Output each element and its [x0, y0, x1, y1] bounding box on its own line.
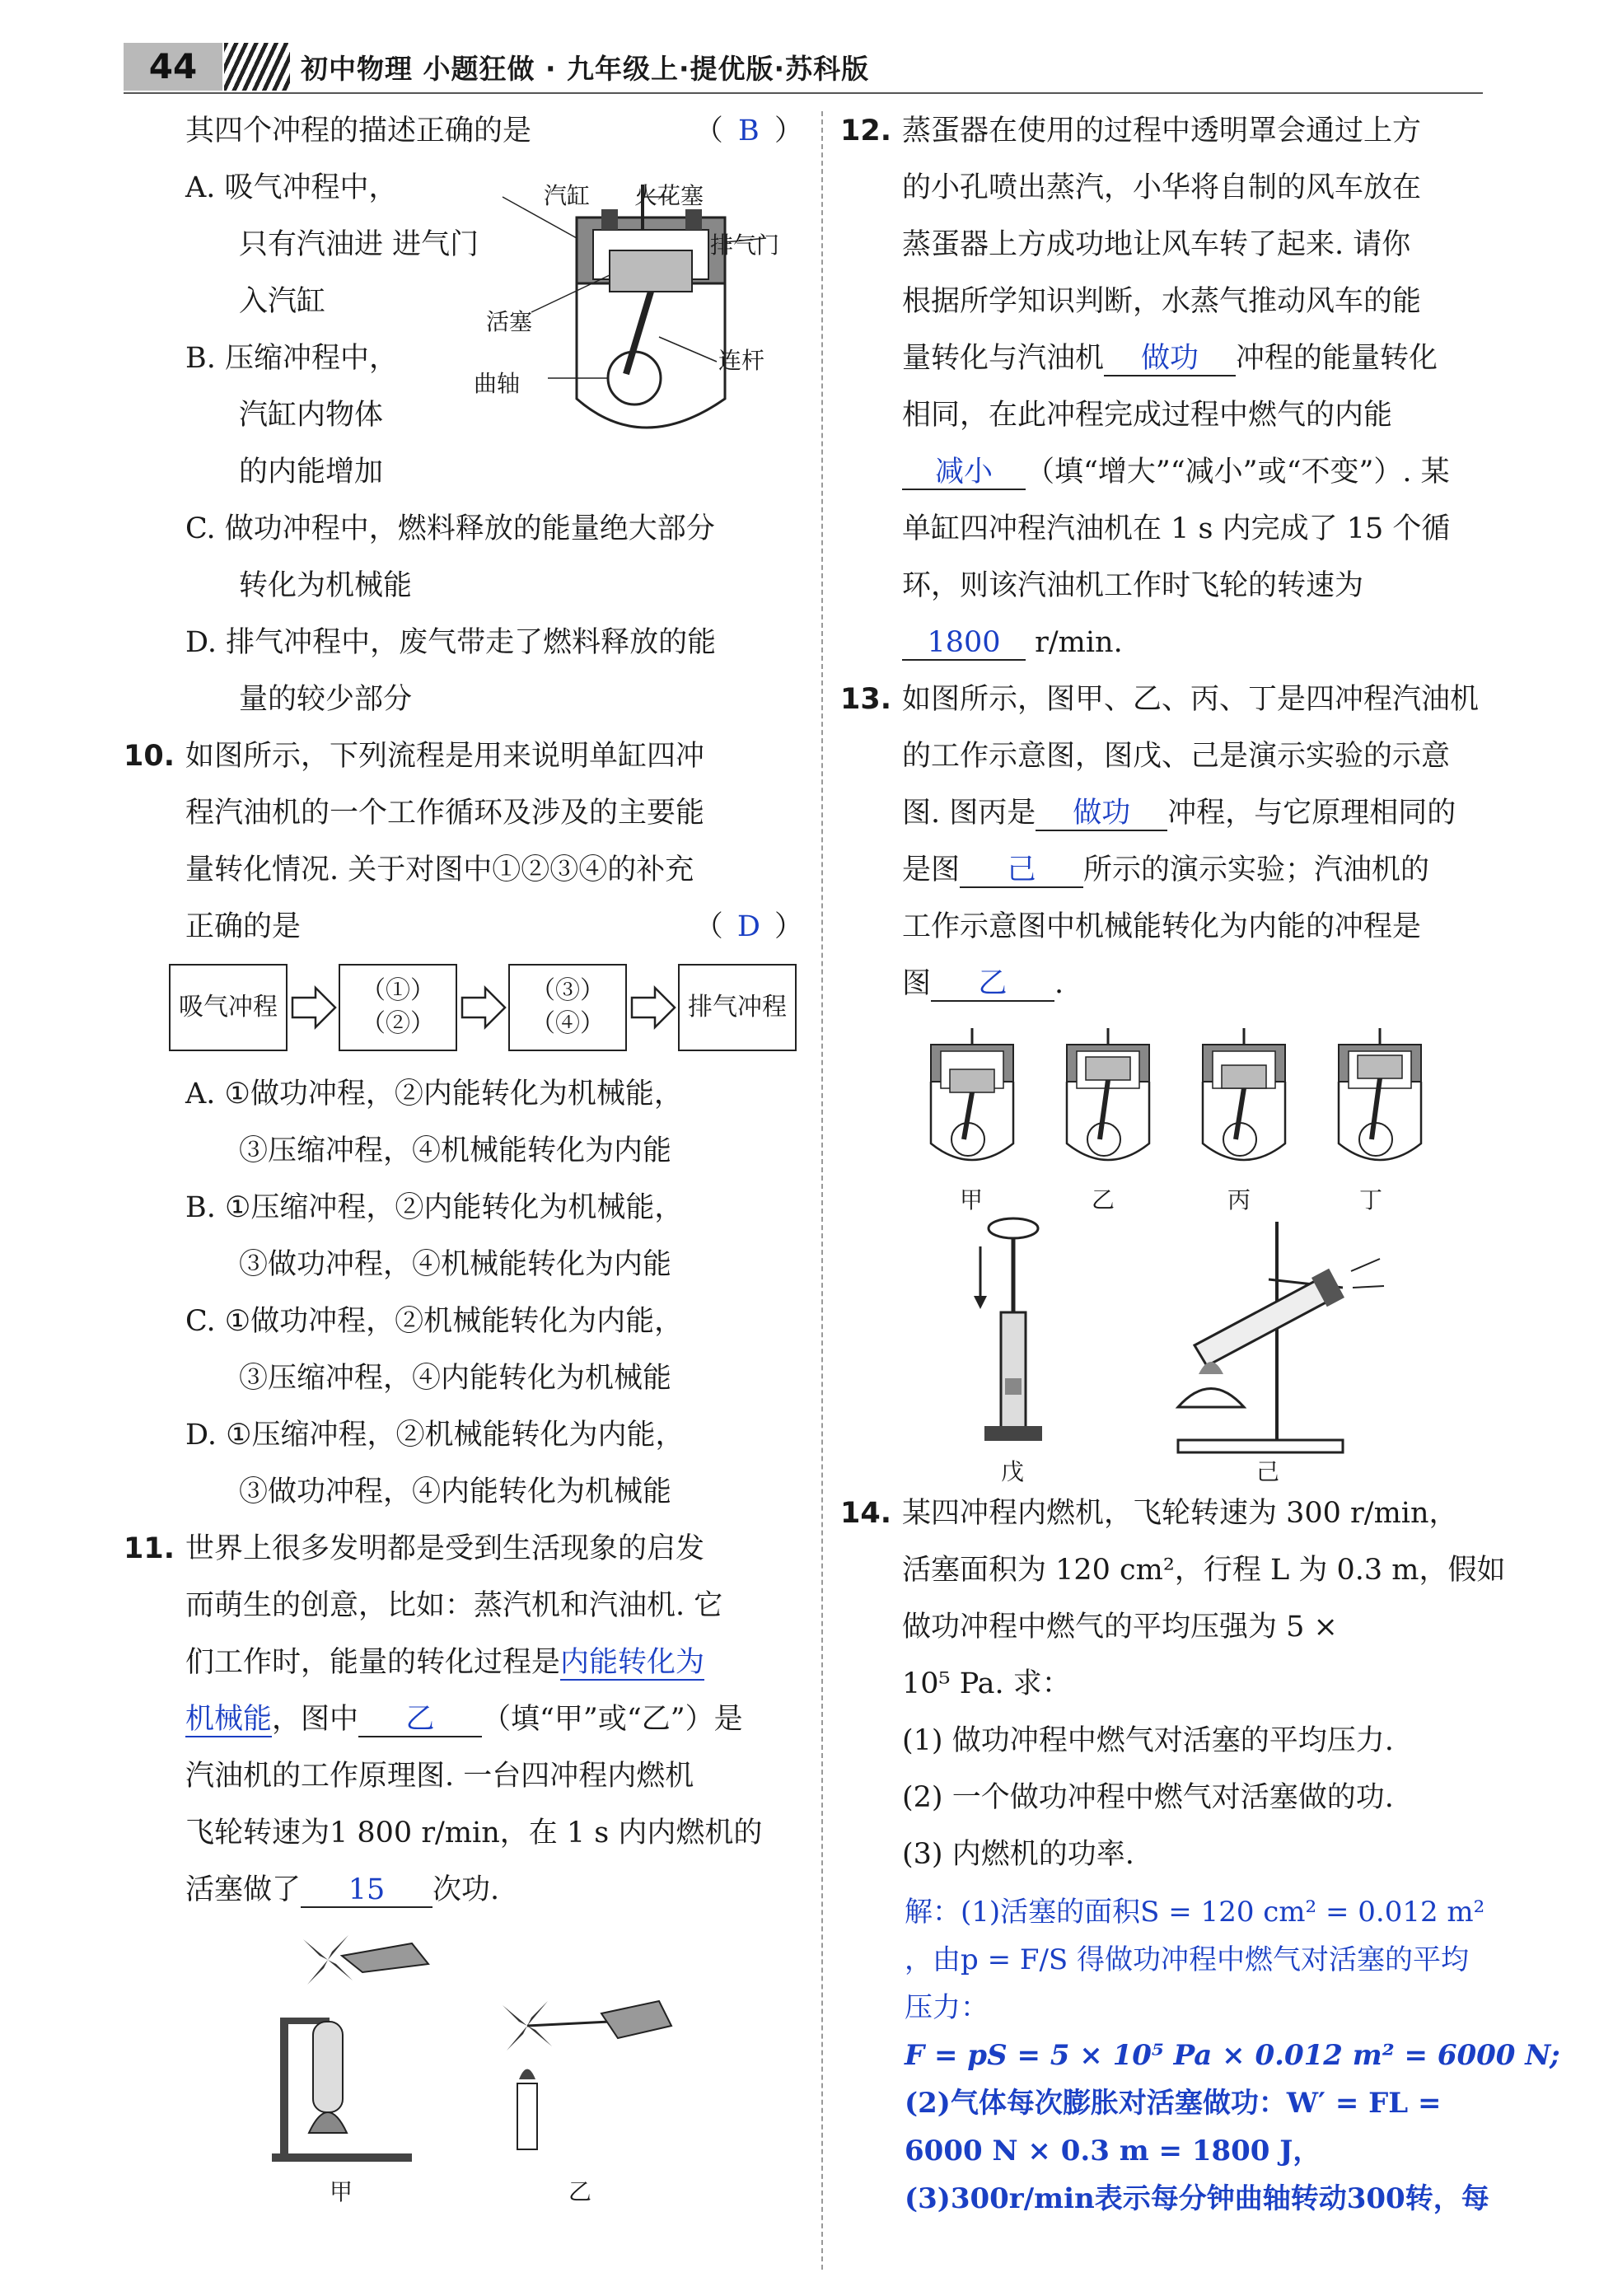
q9-option-c-line2: 转化为机械能 — [239, 569, 413, 602]
q9-option-c: C. 做功冲程中，燃料释放的能量绝大部分 — [185, 512, 715, 545]
q11-text-1: 世界上很多发明都是受到生活现象的启发 — [185, 1532, 705, 1565]
q11-line-2: 而萌生的创意，比如：蒸汽机和汽油机. 它 — [185, 1589, 723, 1622]
q11-line-6: 飞轮转速为1 800 r/min，在 1 s 内内燃机的 — [185, 1817, 763, 1849]
q12-line-7 — [840, 444, 1512, 501]
q14-solution — [840, 1888, 1560, 2223]
q13-answer-2: 己 — [960, 853, 1083, 888]
q11-number: 11. — [124, 1532, 175, 1565]
flow-arrow-icon — [288, 983, 339, 1032]
q12-line-6: 相同，在此冲程完成过程中燃气的内能 — [902, 399, 1393, 432]
q10-answer-bracket: （ D ） — [694, 910, 803, 943]
flow-box-3-4 — [508, 964, 627, 1051]
q9-option-d-line2: 量的较少部分 — [239, 683, 413, 716]
candle-icon — [517, 2083, 537, 2149]
q9-option-a-line2: 只有汽油进 进气门 — [239, 228, 479, 261]
q9-option-d: D. 排气冲程中，废气带走了燃料释放的能 — [185, 626, 717, 659]
label-spark-plug: 火花塞 — [634, 182, 704, 209]
solution-line-4: F = pS = 5 × 10⁵ Pa × 0.012 m² = 6000 N; — [905, 2039, 1560, 2072]
label-connecting-rod: 连杆 — [718, 347, 765, 374]
q14-part-1: (1) 做功冲程中燃气对活塞的平均压力. — [902, 1724, 1394, 1757]
q11-answer-3: 15 — [301, 1873, 432, 1908]
q12-answer-1: 做功 — [1104, 342, 1236, 376]
air-compression-figure — [964, 1213, 1063, 1452]
figure-caption-jia: 甲 — [330, 2178, 353, 2205]
q10-line-4 — [124, 899, 803, 956]
flow-slot-1: （①） — [361, 976, 435, 1005]
flame-icon — [519, 2069, 535, 2080]
header-hatch-decoration — [224, 43, 290, 91]
label-cylinder: 汽缸 — [544, 182, 591, 209]
q13-line-3 — [840, 785, 1512, 842]
q14-line-2: 活塞面积为 120 cm²，行程 L 为 0.3 m，假如 — [902, 1554, 1506, 1587]
q10-option-d: D. ①压缩冲程，②机械能转化为内能， — [185, 1419, 685, 1452]
q9-option-b-line2: 汽缸内物体 — [239, 399, 384, 432]
q12-text-10b: r/min. — [1035, 626, 1123, 659]
solution-line-7: (3)300r/min表示每分钟曲轴转动300转，每 — [905, 2182, 1489, 2215]
stroke-flow-diagram — [169, 964, 803, 1051]
flame-icon — [1199, 1362, 1223, 1374]
q9-answer-bracket: （ B ） — [694, 115, 803, 147]
engine-yi-icon — [1067, 1028, 1149, 1160]
q14-line-3: 做功冲程中燃气的平均压强为 5 × — [902, 1611, 1338, 1644]
q13-line-1 — [840, 671, 1512, 728]
q13-text-4b: 所示的演示实验；汽油机的 — [1083, 853, 1430, 886]
q13-text-4a: 是图 — [902, 853, 961, 886]
label-crankshaft: 曲轴 — [474, 370, 521, 397]
q12-line-9: 环，则该汽油机工作时飞轮的转速为 — [902, 569, 1364, 602]
q9-option-b: B. 压缩冲程中， — [185, 342, 398, 375]
q10-option-a: A. ①做功冲程，②内能转化为机械能， — [185, 1078, 683, 1111]
q11-line-1 — [124, 1521, 803, 1578]
q13-text-3b: 冲程，与它原理相同的 — [1167, 797, 1456, 830]
q10-option-c: C. ①做功冲程，②机械能转化为内能， — [185, 1305, 684, 1338]
flow-box-exhaust: 排气冲程 — [678, 964, 797, 1051]
flow-arrow-icon — [627, 983, 678, 1032]
q12-line-8: 单缸四冲程汽油机在 1 s 内完成了 15 个循 — [902, 512, 1451, 545]
engine-caption-yi: 乙 — [1092, 1186, 1115, 1213]
q11-line-3 — [124, 1634, 803, 1691]
q12-text-1: 蒸蛋器在使用的过程中透明罩会通过上方 — [902, 115, 1422, 147]
q10-answer: D — [736, 910, 760, 943]
figure-caption-yi: 乙 — [568, 2178, 592, 2205]
q12-answer-3: 1800 — [902, 626, 1026, 661]
candle-windmill-figure — [494, 1993, 684, 2174]
engine-strokes-figure — [840, 1024, 1512, 1213]
steam-windmill-figure — [264, 1927, 445, 2174]
q10-line-1 — [124, 728, 803, 785]
q10-line-3: 量转化情况. 关于对图中①②③④的补充 — [185, 853, 694, 886]
q12-line-3: 蒸蛋器上方成功地让风车转了起来. 请你 — [902, 228, 1411, 261]
engine-caption-bing: 丙 — [1227, 1186, 1251, 1213]
q12-line-10 — [840, 615, 1512, 671]
q12-text-5a: 量转化与汽油机 — [902, 342, 1105, 375]
q9-stem — [124, 103, 803, 160]
q10-text-4: 正确的是 — [185, 910, 302, 943]
right-column — [840, 103, 1560, 2223]
engine-ding-icon — [1339, 1028, 1421, 1160]
q11-figure — [124, 1927, 803, 2205]
q11-text-4a: ，图中 — [272, 1703, 359, 1736]
q13-line-4 — [840, 842, 1512, 899]
q10-option-b: B. ①压缩冲程，②内能转化为机械能， — [185, 1191, 684, 1224]
q9-answer: B — [737, 115, 760, 147]
engine-strokes-svg — [919, 1024, 1429, 1181]
solution-line-2: ，由p = F/S 得做功冲程中燃气对活塞的平均 — [905, 1943, 1470, 1976]
q10-option-b-line2: ③做功冲程，④机械能转化为内能 — [239, 1248, 672, 1281]
q9-stem-text: 其四个冲程的描述正确的是 — [185, 115, 532, 147]
demo-experiments-figure — [840, 1213, 1512, 1485]
q12-line-4: 根据所学知识判断，水蒸气推动风车的能 — [902, 285, 1422, 318]
page-number: 44 — [124, 43, 222, 91]
label-piston: 活塞 — [486, 308, 533, 335]
page-header — [124, 43, 1483, 94]
q12-answer-2: 减小 — [902, 456, 1026, 490]
q11-line-7 — [124, 1862, 803, 1919]
piston-shape — [610, 250, 692, 292]
header-rule — [124, 92, 1483, 94]
q10-option-d-line2: ③做功冲程，④内能转化为机械能 — [239, 1475, 672, 1508]
q12-text-5b: 冲程的能量转化 — [1236, 342, 1438, 375]
demo-caption-ji: 己 — [1256, 1458, 1280, 1485]
q13-text-6a: 图 — [902, 967, 932, 1000]
q12-text-7b: （填“增大”“减小”或“不变”）. 某 — [1026, 456, 1450, 489]
q14-text-1: 某四冲程内燃机，飞轮转速为 300 r/min， — [902, 1497, 1458, 1530]
flow-box-1-2 — [339, 964, 457, 1051]
q12-number: 12. — [840, 115, 892, 147]
q9-option-b-line3: 的内能增加 — [239, 456, 384, 489]
flow-box-intake: 吸气冲程 — [169, 964, 288, 1051]
q14-part-3: (3) 内燃机的功率. — [902, 1838, 1134, 1871]
q13-number: 13. — [840, 683, 892, 716]
engine-bing-icon — [1203, 1028, 1285, 1160]
left-column — [124, 103, 803, 2205]
q14-line-4: 10⁵ Pa. 求： — [902, 1667, 1071, 1700]
solution-line-6: 6000 N × 0.3 m = 1800 J， — [905, 2135, 1321, 2167]
test-tube-heating-figure — [1153, 1213, 1417, 1461]
demo-caption-wu: 戊 — [1001, 1458, 1025, 1485]
q12-line-1 — [840, 103, 1512, 160]
q11-text-4b: （填“甲”或“乙”）是 — [482, 1703, 743, 1736]
q9-option-a: A. 吸气冲程中， — [185, 171, 398, 204]
q10-number: 10. — [124, 740, 175, 773]
q9-options-block — [124, 160, 803, 728]
flow-slot-4: （④） — [531, 1009, 605, 1038]
flow-slot-3: （③） — [531, 976, 605, 1005]
label-exhaust-valve: 排气门 — [710, 231, 780, 259]
q11-answer-1-part2: 机械能 — [185, 1703, 273, 1736]
q12-line-5 — [840, 330, 1512, 387]
engine-caption-jia: 甲 — [960, 1186, 984, 1213]
alcohol-lamp-icon — [1178, 1389, 1244, 1408]
solution-line-3: 压力： — [905, 1991, 989, 2024]
q13-line-2: 的工作示意图，图戊、己是演示实验的示意 — [902, 740, 1451, 773]
column-divider — [821, 111, 823, 2270]
q13-line-5: 工作示意图中机械能转化为内能的冲程是 — [902, 910, 1422, 943]
q10-option-a-line2: ③压缩冲程，④机械能转化为内能 — [239, 1134, 672, 1167]
q10-text-1: 如图所示，下列流程是用来说明单缸四冲 — [185, 740, 705, 773]
q11-line-5: 汽油机的工作原理图. 一台四冲程内燃机 — [185, 1760, 694, 1793]
q10-option-c-line2: ③压缩冲程，④内能转化为机械能 — [239, 1362, 672, 1395]
solution-line-5: (2)气体每次膨胀对活塞做功：W′ = FL = — [905, 2087, 1442, 2120]
q13-line-6 — [840, 956, 1512, 1012]
solution-line-1: 解：(1)活塞的面积S = 120 cm² = 0.012 m² — [905, 1896, 1485, 1929]
q11-text-3: 们工作时，能量的转化过程是 — [185, 1646, 561, 1679]
q13-text-1: 如图所示，图甲、乙、丙、丁是四冲程汽油机 — [902, 683, 1480, 716]
q9-option-a-line3: 入汽缸 — [239, 285, 326, 318]
flow-arrow-icon — [457, 983, 508, 1032]
q10-line-2: 程汽油机的一个工作循环及涉及的主要能 — [185, 797, 705, 830]
q11-text-7a: 活塞做了 — [185, 1873, 302, 1906]
connecting-rod-icon — [626, 292, 651, 374]
q14-part-2: (2) 一个做功冲程中燃气对活塞做的功. — [902, 1781, 1394, 1814]
q14-number: 14. — [840, 1497, 892, 1530]
windmill-icon — [303, 1935, 353, 1985]
engine-caption-ding: 丁 — [1359, 1186, 1383, 1213]
q11-answer-1-part1: 内能转化为 — [560, 1646, 705, 1679]
q14-line-1 — [840, 1485, 1512, 1542]
crankshaft-icon — [608, 352, 661, 404]
q11-line-4 — [124, 1691, 803, 1748]
q11-text-7b: 次功. — [432, 1873, 500, 1906]
book-title: 初中物理 小题狂做 · 九年级上·提优版·苏科版 — [301, 53, 870, 85]
q13-text-3a: 图. 图丙是 — [902, 797, 1036, 830]
flow-slot-2: （②） — [361, 1009, 435, 1038]
q13-answer-3: 乙 — [931, 967, 1054, 1002]
q13-text-6b: . — [1054, 967, 1064, 1000]
q13-answer-1: 做功 — [1036, 797, 1167, 831]
q11-answer-2: 乙 — [358, 1703, 482, 1737]
q12-line-2: 的小孔喷出蒸汽，小华将自制的风车放在 — [902, 171, 1422, 204]
engine-jia-icon — [931, 1028, 1013, 1160]
